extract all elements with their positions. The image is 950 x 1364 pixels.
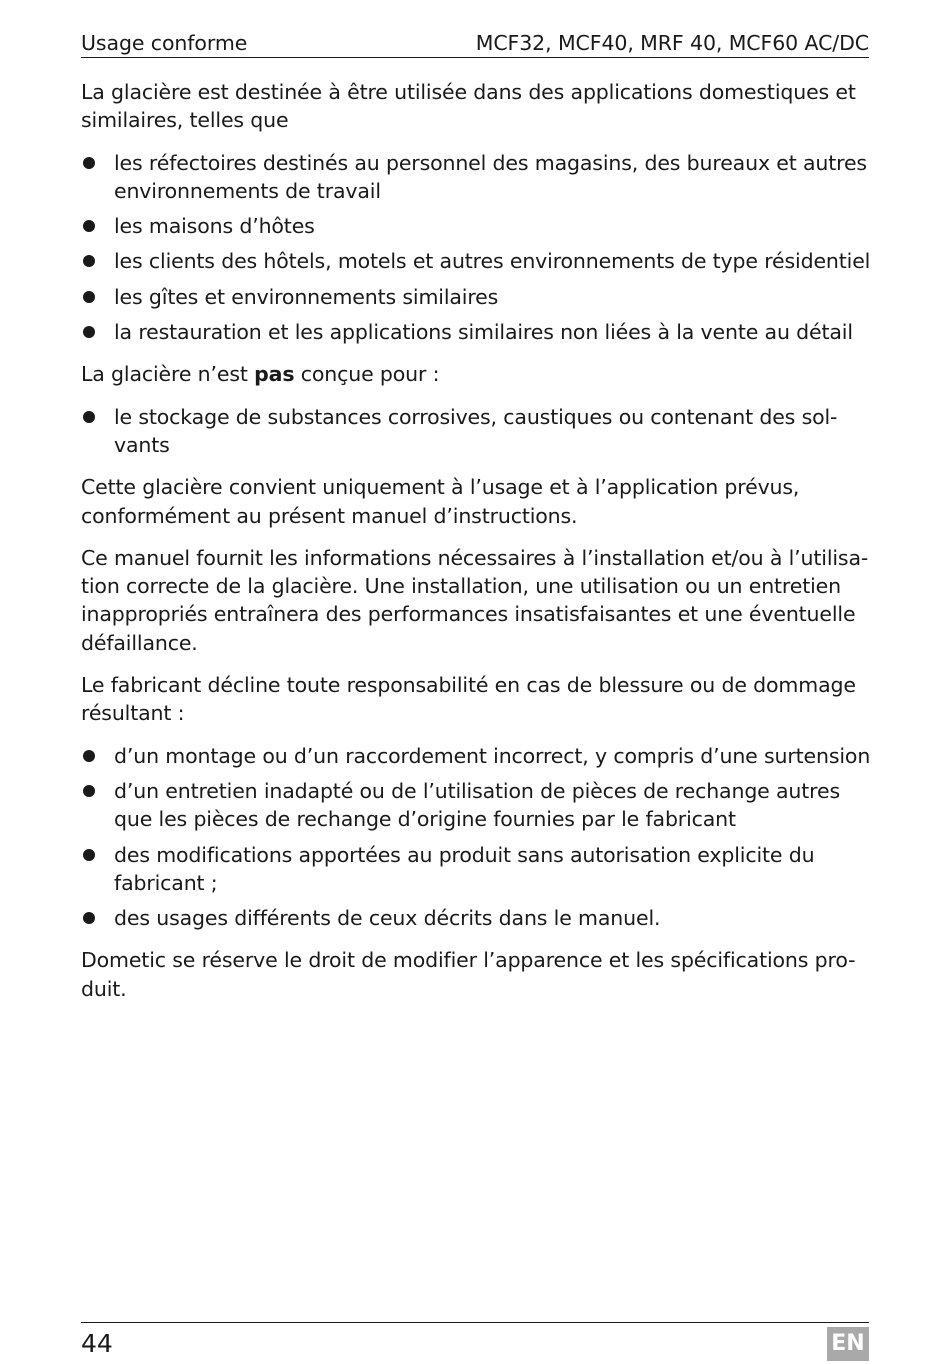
- bullet-icon: [83, 750, 95, 762]
- rights-paragraph: Dometic se réserve le droit de modifier l’apparence et les spécifications pro-duit.: [81, 948, 856, 1001]
- list-item: le stockage de substances corrosives, caustiques ou contenant des sol-vants: [81, 403, 871, 460]
- liability-paragraph: Le fabricant décline toute responsabilité en cas de blessure ou de dommage résultant :: [81, 673, 856, 726]
- bullet-icon: [83, 220, 95, 232]
- list-item: la restauration et les applications similaires non liées à la vente au détail: [81, 318, 871, 346]
- list-item: d’un entretien inadapté ou de l’utilisation de pièces de rechange autres que les pièces de rechange d’origine fournies par le fabricant: [81, 777, 871, 834]
- page-header: [81, 28, 869, 58]
- bullet-icon: [83, 157, 95, 169]
- bullet-icon: [83, 411, 95, 423]
- bullet-icon: [83, 912, 95, 924]
- page-footer: [81, 1322, 869, 1363]
- bullet-icon: [83, 785, 95, 797]
- list-item: les maisons d’hôtes: [81, 212, 871, 240]
- bullet-icon: [83, 326, 95, 338]
- language-badge: EN: [827, 1327, 869, 1361]
- manual-paragraph: Ce manuel fournit les informations nécessaires à l’installation et/ou à l’utilisa-tion correcte de la glacière. Une installation, une utilisation ou un entretien inappropriés entraînera des performances insatisfaisantes et une éventuelle défaillance.: [81, 545, 869, 655]
- not-intended-list: [81, 403, 871, 460]
- list-item: des usages différents de ceux décrits dans le manuel.: [81, 904, 871, 932]
- list-item: les réfectoires destinés au personnel des magasins, des bureaux et autres environnements de travail: [81, 149, 871, 206]
- intro-paragraph: La glacière est destinée à être utilisée dans des applications domestiques et similaires, telles que: [81, 80, 856, 133]
- bullet-icon: [83, 849, 95, 861]
- section-title: Usage conforme: [81, 31, 248, 55]
- page-number: 44: [81, 1329, 113, 1358]
- not-intended-paragraph: La glacière n’est pas conçue pour :: [81, 362, 440, 387]
- list-item: des modifications apportées au produit sans autorisation explicite du fabricant ;: [81, 841, 871, 898]
- model-list: MCF32, MCF40, MRF 40, MCF60 AC/DC: [475, 31, 869, 55]
- emphasis-pas: pas: [254, 362, 295, 387]
- bullet-icon: [83, 255, 95, 267]
- page-body: [81, 78, 871, 1017]
- list-item: les clients des hôtels, motels et autres environnements de type résidentiel: [81, 247, 871, 275]
- list-item: d’un montage ou d’un raccordement incorrect, y compris d’une surtension: [81, 742, 871, 770]
- bullet-icon: [83, 291, 95, 303]
- intended-uses-list: [81, 149, 871, 347]
- list-item: les gîtes et environnements similaires: [81, 283, 871, 311]
- liability-list: [81, 742, 871, 933]
- purpose-paragraph: Cette glacière convient uniquement à l’usage et à l’application prévus, conformément au présent manuel d’instructions.: [81, 475, 800, 528]
